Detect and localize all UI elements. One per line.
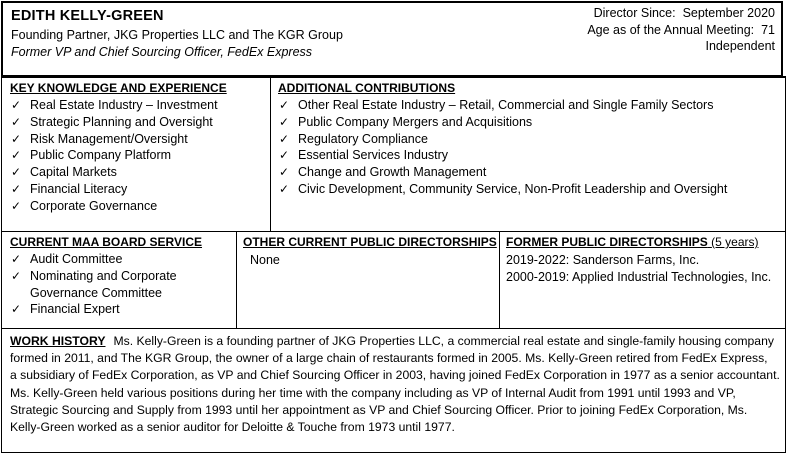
checkmark-icon: ✓ [11, 114, 22, 129]
checkmark-icon: ✓ [11, 98, 22, 112]
current-directorships-value: None [250, 253, 280, 267]
work-history-line: Ms. Kelly-Green held various positions during her time with the company including as VP of Internal Audit from 1991 until 1993 and VP, [10, 385, 736, 400]
work-history [10, 333, 780, 436]
list-item: ✓ Public Company Mergers and Acquisitions [279, 114, 533, 129]
checkmark-icon: ✓ [11, 302, 22, 317]
age [587, 22, 775, 39]
list-item: ✓ Nominating and Corporate [11, 268, 177, 283]
checkmark-icon: ✓ [11, 181, 22, 196]
list-item: ✓ Real Estate Industry – Investment [11, 98, 218, 112]
age-label: Age as of the Annual Meeting: [587, 22, 755, 37]
age-value: 71 [761, 22, 775, 37]
work-history-line: Kelly-Green worked as a senior auditor for Deloitte & Touche from 1973 until 1977. [10, 420, 455, 435]
divider [499, 231, 500, 328]
work-history-title: WORK HISTORY [10, 334, 106, 348]
additional-contributions-title: ADDITIONAL CONTRIBUTIONS [278, 81, 456, 95]
work-history-line: formed in 2011, and The KGR Group, the owner of a large chain of restaurants formed in 2005. Ms. Kelly-Green retired from FedEx Express, [10, 351, 768, 366]
additional-contributions-list [272, 97, 727, 198]
former-directorship-entry: 2019-2022: Sanderson Farms, Inc. [506, 253, 700, 267]
former-role: Former VP and Chief Sourcing Officer, FedEx Express [11, 45, 313, 59]
list-item: ✓ Strategic Planning and Oversight [11, 114, 213, 129]
list-item: ✓ Other Real Estate Industry – Retail, Commercial and Single Family Sectors [279, 98, 714, 112]
list-item: ✓ Essential Services Industry [279, 148, 449, 163]
divider [236, 231, 237, 328]
list-item: ✓ Risk Management/Oversight [11, 131, 188, 146]
current-directorships-title: OTHER CURRENT PUBLIC DIRECTORSHIPS [243, 235, 497, 249]
work-history-line: Ms. Kelly-Green is a founding partner of JKG Properties LLC, a commercial real estate and single-family housing company [113, 334, 774, 348]
list-item: ✓ Corporate Governance [11, 198, 158, 213]
list-item: ✓ Regulatory Compliance [279, 131, 428, 146]
divider [2, 77, 785, 78]
checkmark-icon: ✓ [279, 165, 290, 180]
key-knowledge-title: KEY KNOWLEDGE AND EXPERIENCE [10, 81, 227, 95]
former-directorships-title: FORMER PUBLIC DIRECTORSHIPS (5 years) [506, 235, 759, 249]
checkmark-icon: ✓ [11, 131, 22, 146]
list-item: ✓ Financial Expert [11, 302, 120, 317]
director-since-value: September 2020 [682, 6, 775, 20]
director-meta [587, 5, 775, 55]
list-item: ✓ Audit Committee [11, 252, 123, 266]
divider [2, 231, 785, 232]
board-service-list [4, 251, 177, 318]
former-directorship-entry: 2000-2019: Applied Industrial Technologies, Inc. [506, 270, 772, 284]
divider [270, 77, 271, 231]
checkmark-icon: ✓ [11, 198, 22, 213]
checkmark-icon: ✓ [279, 131, 290, 146]
checkmark-icon: ✓ [279, 181, 290, 196]
list-item: ✓ Civic Development, Community Service, Non-Profit Leadership and Oversight [279, 181, 728, 196]
independence-status: Independent [705, 39, 775, 53]
checkmark-icon: ✓ [11, 252, 22, 266]
list-item: ✓ Financial Literacy [11, 181, 128, 196]
director-name: EDITH KELLY-GREEN [11, 8, 164, 24]
list-item: ✓ Public Company Platform [11, 148, 172, 163]
list-item: ✓ Capital Markets [11, 165, 117, 180]
checkmark-icon: ✓ [279, 148, 290, 163]
key-knowledge-list [4, 97, 218, 215]
director-since-label: Director Since: [593, 6, 676, 20]
affiliation: Founding Partner, JKG Properties LLC and The KGR Group [11, 28, 343, 42]
work-history-line: a subsidiary of FedEx Corporation, as VP and Chief Sourcing Officer in 2003, having joined FedEx Corporation in 1977 as a senior accountant. [10, 368, 780, 383]
divider [2, 328, 785, 329]
board-service-title: CURRENT MAA BOARD SERVICE [10, 235, 203, 249]
former-directorships-note: (5 years) [711, 235, 759, 249]
profile-header [1, 1, 783, 77]
list-item: Governance Committee [30, 285, 163, 300]
checkmark-icon: ✓ [279, 98, 290, 112]
checkmark-icon: ✓ [279, 114, 290, 129]
director-since [587, 5, 775, 22]
profile-grid [1, 76, 786, 453]
checkmark-icon: ✓ [11, 268, 22, 283]
list-item: ✓ Change and Growth Management [279, 165, 487, 180]
work-history-line: Strategic Sourcing and Supply from 1993 until her appointment as VP and Chief Sourcing Officer. Prior to joining FedEx Corporation, Ms. [10, 402, 748, 417]
checkmark-icon: ✓ [11, 148, 22, 163]
checkmark-icon: ✓ [11, 165, 22, 180]
